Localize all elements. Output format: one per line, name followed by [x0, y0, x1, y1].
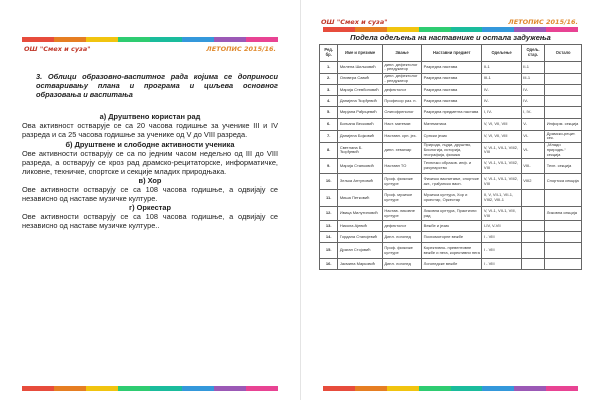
table-cell: [545, 73, 582, 85]
table-cell: Никола Ајевић: [338, 221, 383, 232]
stripe-segment: [387, 27, 419, 32]
table-cell: Наст. математ.: [382, 119, 421, 131]
color-stripe-bottom: [323, 386, 578, 391]
right-page: [300, 0, 600, 400]
table-cell: [545, 107, 582, 119]
table-cell: I - VIII: [482, 243, 521, 259]
table-cell: Дипл. логопед: [382, 232, 421, 243]
table-cell: Професор раз. н.: [382, 96, 421, 107]
activity-title: в) Хор: [138, 175, 162, 185]
table-cell: [545, 96, 582, 107]
table-cell: Марија Станковић: [338, 159, 383, 174]
color-stripe-bottom: [22, 386, 278, 391]
table-cell: [545, 243, 582, 259]
column-header: Одељење: [482, 45, 521, 62]
table-row: [320, 73, 582, 85]
stripe-segment: [22, 386, 54, 391]
left-content: [22, 72, 278, 231]
column-header: Одељ. стар.: [521, 45, 545, 62]
table-cell: V, VI-1, VII-1, VIII, VIII: [482, 207, 521, 221]
table-cell: 1.: [320, 62, 338, 74]
table-cell: Информ. секција: [545, 119, 582, 131]
table-cell: VIII-: [521, 159, 545, 174]
table-cell: Милена Шиљковић: [338, 62, 383, 74]
stripe-segment: [546, 386, 578, 391]
school-name: ОШ "Смех и суза": [321, 18, 388, 26]
table-cell: IV-: [521, 96, 545, 107]
table-cell: [545, 232, 582, 243]
table-row: [320, 85, 582, 96]
table-cell: Јасмина Марковић: [338, 259, 383, 270]
table-cell: V, VI, VII, VIII: [482, 119, 521, 131]
table-cell: [545, 85, 582, 96]
table-cell: 4.: [320, 96, 338, 107]
table-cell: 7.: [320, 131, 338, 143]
table-header-row: [320, 45, 582, 62]
table-cell: Српски језик: [422, 131, 482, 143]
table-cell: 12.: [320, 207, 338, 221]
table-cell: Музичка култура, Хор и оркестар, Оркестар: [422, 190, 482, 207]
table-cell: [545, 259, 582, 270]
activity-text: Ове активности остварују се са 108 часова годишње, а одвијају се независно од наставе музичке културе..: [22, 212, 278, 231]
table-row: [320, 190, 582, 207]
table-cell: Наставн. срп. јез.: [382, 131, 421, 143]
table-cell: Оливера Савић: [338, 73, 383, 85]
table-cell: VIII2: [521, 174, 545, 190]
stripe-segment: [246, 37, 278, 42]
table-cell: Ликовна култура, Практични рад: [422, 207, 482, 221]
table-cell: 11.: [320, 190, 338, 207]
table-cell: Светлана Б. Ђорђевић: [338, 142, 383, 158]
stripe-segment: [514, 386, 546, 391]
table-row: [320, 259, 582, 270]
stripe-segment: [419, 386, 451, 391]
stripe-segment: [182, 386, 214, 391]
table-cell: I, IV-: [482, 107, 521, 119]
table-row: [320, 174, 582, 190]
table-cell: 16.: [320, 259, 338, 270]
table-cell: [521, 232, 545, 243]
table-cell: [521, 259, 545, 270]
table-cell: [521, 190, 545, 207]
stripe-segment: [482, 27, 514, 32]
table-row: [320, 96, 582, 107]
activity-title: б) Друштвене и слободне активности ученика: [65, 139, 235, 149]
table-row: [320, 243, 582, 259]
table-cell: V, VI-1, VII-1, VIII2, VIII: [482, 159, 521, 174]
table-cell: III-1: [482, 73, 521, 85]
stripe-segment: [214, 37, 246, 42]
table-cell: Разредна настава: [422, 62, 482, 74]
stripe-segment: [22, 37, 54, 42]
table-cell: V, VI-1, VII-1, VIII2, VIII: [482, 142, 521, 158]
table-row: [320, 131, 582, 143]
table-cell: 3.: [320, 85, 338, 96]
table-cell: III-1: [521, 73, 545, 85]
column-header: Име и презиме: [338, 45, 383, 62]
table-cell: Корективно- превентивне вежбе и нега, корективни нега: [422, 243, 482, 259]
activity-title: а) Друштвено користан рад: [99, 112, 201, 122]
table-cell: Проф. музичке културе: [382, 190, 421, 207]
stripe-segment: [54, 37, 86, 42]
table-cell: „Млади природњ.“ секција: [545, 142, 582, 158]
stripe-segment: [323, 386, 355, 391]
table-row: [320, 62, 582, 74]
table-cell: [545, 221, 582, 232]
table-body: [320, 62, 582, 270]
table-cell: V, VI, VII, VIII: [482, 131, 521, 143]
table-cell: IV-: [521, 85, 545, 96]
table-cell: Данијела Бојковић: [338, 131, 383, 143]
table-cell: Зељка Антуновић: [338, 174, 383, 190]
teacher-table: [319, 44, 582, 270]
table-cell: Ликовна секција: [545, 207, 582, 221]
table-cell: Разредна настава: [422, 96, 482, 107]
stripe-segment: [451, 386, 483, 391]
table-cell: дефектолог: [382, 85, 421, 96]
table-cell: Биљана Весковић: [338, 119, 383, 131]
section-title: 3. Облици образовно-васпитног рада којима се доприноси остваривању плана и програма и циљева основног образовања и васпитања: [36, 72, 278, 100]
activity-list: [22, 112, 278, 230]
table-row: [320, 207, 582, 221]
table-cell: [521, 207, 545, 221]
table-cell: II, V, VII-1, VII-1, VIII2, VIII-1: [482, 190, 521, 207]
table-cell: Драмско-рецит. сек.: [545, 131, 582, 143]
table-cell: Данијела Ђорђевић: [338, 96, 383, 107]
stripe-segment: [150, 37, 182, 42]
stripe-segment: [482, 386, 514, 391]
table-cell: 2.: [320, 73, 338, 85]
table-cell: Разредна настава: [422, 85, 482, 96]
stripe-segment: [355, 386, 387, 391]
table-cell: I - VIII: [482, 259, 521, 270]
column-header: Наставни предмет: [422, 45, 482, 62]
school-name: ОШ "Смех и суза": [24, 45, 91, 53]
table-cell: I - VIII: [482, 232, 521, 243]
table-cell: I, IV-: [521, 107, 545, 119]
table-cell: Гордана Станојевић: [338, 232, 383, 243]
table-cell: Физичко васпитање, спортске акт., грађанско васп.: [422, 174, 482, 190]
column-header: Остало: [545, 45, 582, 62]
table-cell: Проф. физичке културе: [382, 174, 421, 190]
stripe-segment: [387, 386, 419, 391]
table-cell: VI-: [521, 131, 545, 143]
activity-text: Ове активности остварују се са 108 часова годишње, а одвијају се независно од наставе музичке културе.: [22, 185, 278, 204]
table-cell: дефектолог: [382, 221, 421, 232]
activity-title: г) Оркестар: [129, 203, 171, 213]
stripe-segment: [150, 386, 182, 391]
stripe-segment: [451, 27, 483, 32]
table-cell: [521, 243, 545, 259]
table-cell: Логопедске вежбе: [422, 259, 482, 270]
column-header: Ред. бр.: [320, 45, 338, 62]
table-cell: Мирјана Рађицевић: [338, 107, 383, 119]
stripe-segment: [419, 27, 451, 32]
table-cell: Математика: [422, 119, 482, 131]
table-cell: Наставн ТО: [382, 159, 421, 174]
table-cell: II-1: [482, 62, 521, 74]
table-cell: 13.: [320, 221, 338, 232]
table-title: Подела одељења на наставнике и остала задужења: [350, 33, 551, 42]
table-cell: Олигофренолог: [382, 107, 421, 119]
table-cell: [521, 221, 545, 232]
table-cell: VI-: [521, 142, 545, 158]
table-cell: дипл. дефектолог - реедукатор: [382, 62, 421, 74]
table-cell: 8.: [320, 142, 338, 158]
table-cell: 5.: [320, 107, 338, 119]
yearbook-label: ЛЕТОПИС 2015/16.: [508, 18, 578, 26]
yearbook-label: ЛЕТОПИС 2015/16.: [206, 45, 276, 53]
table-cell: 9.: [320, 159, 338, 174]
stripe-segment: [118, 386, 150, 391]
table-cell: [545, 62, 582, 74]
activity-text: Ова активност остварује се са 20 часова годишње за ученике III и IV разреда и са 25 часова годишње за ученике од V до VIII разреда.: [22, 121, 278, 140]
table-cell: IV-: [482, 96, 521, 107]
table-cell: Психомоторне вежбе: [422, 232, 482, 243]
table-cell: Вежбе и језик: [422, 221, 482, 232]
stripe-segment: [118, 37, 150, 42]
table-cell: Ивица Милутиновић: [338, 207, 383, 221]
table-cell: Настав. ликовне културе: [382, 207, 421, 221]
table-cell: 14.: [320, 232, 338, 243]
table-cell: Техничко образов. инф. и рачунарство: [422, 159, 482, 174]
table-row: [320, 107, 582, 119]
activity-text: Ове активности остварују се са по једним часом недељно од III до VIII разреда, а остварују се кроз рад драмско-рецитаторске, информатичке, ликовне, техничке, спортске и секције младих природњака.: [22, 148, 278, 176]
table-row: [320, 232, 582, 243]
table-cell: Марија Стевбоновић: [338, 85, 383, 96]
table-cell: 15.: [320, 243, 338, 259]
table-cell: Драган Стојовић: [338, 243, 383, 259]
stripe-segment: [54, 386, 86, 391]
stripe-segment: [355, 27, 387, 32]
stripe-segment: [214, 386, 246, 391]
table-row: [320, 142, 582, 158]
table-cell: 10.: [320, 174, 338, 190]
stripe-segment: [246, 386, 278, 391]
table-cell: Разредна предметна настава: [422, 107, 482, 119]
table-cell: Миша Петковић: [338, 190, 383, 207]
table-cell: Разредна настава: [422, 73, 482, 85]
table-cell: [545, 190, 582, 207]
table-cell: дипл. дефектолог - реедукатор: [382, 73, 421, 85]
stripe-segment: [86, 37, 118, 42]
table-cell: Техн. секција: [545, 159, 582, 174]
table-cell: I-IV, V-VII: [482, 221, 521, 232]
table-cell: Дипл. логопед: [382, 259, 421, 270]
table-row: [320, 159, 582, 174]
table-cell: дипл. хемичар: [382, 142, 421, 158]
table-row: [320, 119, 582, 131]
stripe-segment: [323, 27, 355, 32]
color-stripe-top: [323, 27, 578, 32]
table-cell: 6.: [320, 119, 338, 131]
table-cell: Проф. физичке културе: [382, 243, 421, 259]
table-row: [320, 221, 582, 232]
stripe-segment: [86, 386, 118, 391]
stripe-segment: [546, 27, 578, 32]
table-cell: V-: [521, 119, 545, 131]
table-cell: IV-: [482, 85, 521, 96]
table-cell: Природа, људи, друштво, Биологија, историја, географија, физика: [422, 142, 482, 158]
stripe-segment: [182, 37, 214, 42]
column-header: Звање: [382, 45, 421, 62]
table-cell: II-1: [521, 62, 545, 74]
table-cell: V, VI-1, VII-1, VIII2, VIII: [482, 174, 521, 190]
color-stripe-top: [22, 37, 278, 42]
stripe-segment: [514, 27, 546, 32]
table-cell: Спортска секција: [545, 174, 582, 190]
